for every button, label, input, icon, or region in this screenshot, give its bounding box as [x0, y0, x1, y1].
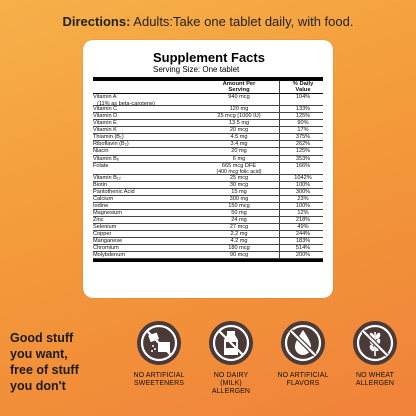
nutrient-amount-cell — [215, 120, 263, 127]
nutrient-amount-cell — [215, 252, 263, 259]
nutrient-daily-value: 375% — [295, 134, 311, 141]
nutrient-name-cell — [93, 148, 109, 155]
col-dv-header: % Daily Value — [292, 81, 314, 93]
nutrient-amount-cell — [215, 94, 263, 101]
nutrient-name-cell — [93, 163, 109, 170]
nutrient-row — [93, 182, 323, 189]
nutrient-name: Niacin — [93, 148, 109, 155]
nutrient-amount: 20 mcg — [229, 127, 249, 134]
nutrient-name: Biotin — [93, 181, 107, 188]
nutrient-daily-value: 12% — [297, 209, 309, 216]
tagline-line: free of stuff — [10, 363, 79, 377]
badge-label-line: NO ARTIFICIAL — [277, 372, 329, 379]
nutrient-amount-cell — [215, 238, 263, 245]
nutrient-name: Copper — [93, 231, 112, 238]
nutrient-amount-cell — [215, 141, 263, 148]
table-header — [93, 81, 323, 94]
nutrient-daily-value: 100% — [295, 202, 311, 209]
bottom-divider — [93, 259, 323, 262]
nutrient-name: Thiamin (B₁) — [93, 134, 124, 141]
nutrient-amount: 665 mcg DFE — [221, 162, 257, 169]
nutrient-amount-cell — [215, 113, 263, 120]
nutrient-amount: 25 mcg (1000 IU) — [217, 113, 261, 120]
nutrient-daily-value: 1042% — [294, 174, 312, 181]
badge-label-line: ALLERGEN — [355, 380, 395, 387]
nutrient-name: Zinc — [93, 217, 104, 224]
nutrient-name-cell — [93, 113, 117, 120]
nutrient-amount-cell — [215, 134, 263, 141]
nutrient-name: Chromium — [93, 245, 119, 252]
badge-label-line: (MILK) — [220, 380, 242, 387]
nutrient-row — [93, 156, 323, 163]
nutrient-amount-cell — [215, 196, 263, 203]
nutrient-name: Vitamin B₁₂ — [93, 174, 121, 181]
nutrient-amount-cell — [215, 231, 263, 238]
nutrient-daily-value: 49% — [297, 224, 309, 231]
nutrient-amount: 27 mcg — [229, 224, 249, 231]
nutrient-name: Vitamin K — [93, 127, 117, 134]
badge-no-flavors — [268, 320, 338, 388]
nutrient-name-cell — [93, 106, 117, 113]
nutrient-amount: 300 mg — [229, 195, 249, 202]
nutrient-daily-value: 100% — [295, 181, 311, 188]
nutrient-row — [93, 210, 323, 217]
nutrient-daily-value: 125% — [295, 148, 311, 155]
badge-no-wheat — [340, 320, 410, 388]
badge-label-line: FLAVORS — [286, 380, 320, 387]
allergen-badges — [120, 320, 416, 416]
nutrient-row — [93, 175, 323, 182]
nutrient-amount-cell — [215, 175, 263, 182]
nutrient-daily-value: 133% — [295, 106, 311, 113]
nutrient-daily-value: 183% — [295, 238, 311, 245]
nutrient-row — [93, 203, 323, 210]
nutrient-row — [93, 134, 323, 141]
nutrient-row — [93, 245, 323, 252]
nutrient-amount-cell — [215, 224, 263, 231]
nutrient-amount-cell — [215, 217, 263, 224]
tagline-line: you don't — [10, 379, 66, 393]
no-dairy-icon — [208, 320, 254, 366]
nutrient-row — [93, 217, 323, 224]
nutrient-row — [93, 113, 323, 120]
nutrient-name: Vitamin E — [93, 120, 117, 127]
nutrient-amount-cell — [215, 106, 263, 113]
nutrient-row — [93, 196, 323, 203]
nutrient-name: Magnesium — [93, 209, 122, 216]
directions-line — [0, 14, 416, 29]
nutrient-row — [93, 224, 323, 231]
nutrient-name: Pantothenic Acid — [93, 188, 135, 195]
nutrient-daily-value: 166% — [295, 162, 311, 169]
nutrient-row — [93, 238, 323, 245]
nutrient-amount: 50 mg — [231, 209, 247, 216]
badge-label-line: NO ARTIFICIAL — [133, 372, 185, 379]
panel-title: Supplement Facts — [153, 50, 265, 65]
nutrient-daily-value: 125% — [295, 113, 311, 120]
nutrient-daily-value: 218% — [295, 217, 311, 224]
nutrient-name-cell — [93, 182, 107, 189]
nutrient-name: Riboflavin (B₂) — [93, 141, 129, 148]
nutrient-row — [93, 252, 323, 259]
nutrient-amount: 150 mcg — [228, 202, 250, 209]
nutrient-name-cell — [93, 134, 124, 141]
nutrient-name: Vitamin B₆ — [93, 155, 120, 162]
badge-label-line: NO DAIRY — [213, 372, 249, 379]
nutrient-table — [93, 94, 323, 259]
tagline — [10, 330, 120, 394]
nutrient-daily-value: 244% — [295, 231, 311, 238]
tagline-line: you want, — [10, 347, 68, 361]
nutrient-name-cell — [93, 210, 122, 217]
nutrient-daily-value: 200% — [295, 252, 311, 259]
nutrient-name-cell — [93, 231, 111, 238]
nutrient-row — [93, 141, 323, 148]
nutrient-name-cell — [93, 141, 129, 148]
nutrient-row — [93, 127, 323, 134]
nutrient-daily-value: 514% — [295, 245, 311, 252]
nutrient-name: Vitamin D — [93, 113, 118, 120]
nutrient-amount-cell — [215, 156, 263, 163]
col-amount-header: Amount Per Serving — [222, 81, 256, 93]
nutrient-name: Selenium — [93, 224, 117, 231]
nutrient-amount: 4.5 mg — [230, 134, 248, 141]
no-wheat-icon — [352, 320, 398, 366]
nutrient-amount: 15 mg — [231, 188, 247, 195]
nutrient-amount-cell — [215, 245, 263, 252]
nutrient-name-cell — [93, 217, 104, 224]
nutrient-amount-cell — [215, 127, 263, 134]
nutrient-name: Calcium — [93, 195, 114, 202]
nutrient-daily-value: 104% — [295, 94, 311, 100]
nutrient-name-cell — [93, 175, 121, 182]
tagline-line: Good stuff — [10, 331, 74, 345]
nutrient-amount-cell — [215, 210, 263, 217]
nutrient-row — [93, 189, 323, 196]
nutrient-amount: 6 mg — [232, 155, 246, 162]
nutrient-row — [93, 231, 323, 238]
nutrient-row — [93, 106, 323, 113]
directions-text: Adults:Take one tablet daily, with food. — [130, 14, 354, 29]
nutrient-daily-value: 23% — [297, 195, 309, 202]
nutrient-amount: 3.4 mg — [230, 141, 248, 148]
nutrient-row — [93, 163, 323, 175]
nutrient-name-cell — [93, 120, 117, 127]
nutrient-name-cell — [93, 156, 119, 163]
nutrient-name: Vitamin C — [93, 106, 118, 113]
nutrient-daily-value: 17% — [297, 127, 309, 134]
nutrient-name-cell — [93, 224, 116, 231]
nutrient-amount: 25 mcg — [229, 174, 249, 181]
nutrient-name: Manganese — [93, 238, 123, 245]
badge-no-sweeteners — [124, 320, 194, 388]
nutrient-amount: 120 mg — [229, 106, 249, 113]
supplement-facts-panel — [83, 40, 333, 298]
nutrient-name-cell — [93, 189, 135, 196]
nutrient-daily-value: 300% — [295, 188, 311, 195]
nutrient-name: Molybdenum — [93, 252, 126, 259]
nutrient-name-cell — [93, 127, 117, 134]
nutrient-daily-value: 262% — [295, 141, 311, 148]
nutrient-name-cell — [93, 203, 108, 210]
nutrient-note: (11% as beta-carotene) — [97, 100, 156, 107]
badge-label-line: NO WHEAT — [355, 372, 394, 379]
nutrient-name-cell — [93, 196, 113, 203]
nutrient-amount: 24 mg — [231, 217, 247, 224]
directions-label: Directions: — [62, 14, 131, 29]
no-sweeteners-icon — [136, 320, 182, 366]
nutrient-row — [93, 148, 323, 155]
no-flavors-icon — [280, 320, 326, 366]
badge-no-dairy — [196, 320, 266, 396]
nutrient-name-cell — [93, 245, 119, 252]
nutrient-amount: 13.5 mg — [228, 120, 250, 127]
nutrient-row — [93, 120, 323, 127]
nutrient-amount-cell — [215, 203, 263, 210]
nutrient-amount-cell — [215, 189, 263, 196]
nutrient-row — [93, 94, 323, 106]
nutrient-name-cell — [93, 238, 122, 245]
nutrient-amount: 2.2 mg — [230, 231, 248, 238]
nutrient-daily-value: 90% — [297, 120, 309, 127]
nutrient-name: Folate — [93, 162, 109, 169]
nutrient-amount: 20 mg — [231, 148, 247, 155]
nutrient-name: Iodine — [93, 202, 109, 209]
nutrient-amount: 180 mcg — [228, 245, 250, 252]
badge-label-line: SWEETENERS — [133, 380, 184, 387]
nutrient-amount: 940 mcg — [228, 94, 250, 100]
nutrient-amount-cell — [215, 182, 263, 189]
nutrient-amount-cell — [215, 148, 263, 155]
nutrient-amount-note: (400 mcg folic acid) — [216, 169, 262, 176]
serving-size: Serving Size: One tablet — [153, 65, 240, 74]
nutrient-amount: 30 mcg — [229, 181, 249, 188]
badge-label-line: ALLERGEN — [211, 388, 251, 395]
nutrient-name: Vitamin A — [93, 94, 117, 100]
nutrient-amount: 4.2 mg — [230, 238, 248, 245]
nutrient-daily-value: 353% — [295, 155, 311, 162]
nutrient-name-cell — [93, 252, 125, 259]
nutrient-amount: 90 mcg — [229, 252, 249, 259]
